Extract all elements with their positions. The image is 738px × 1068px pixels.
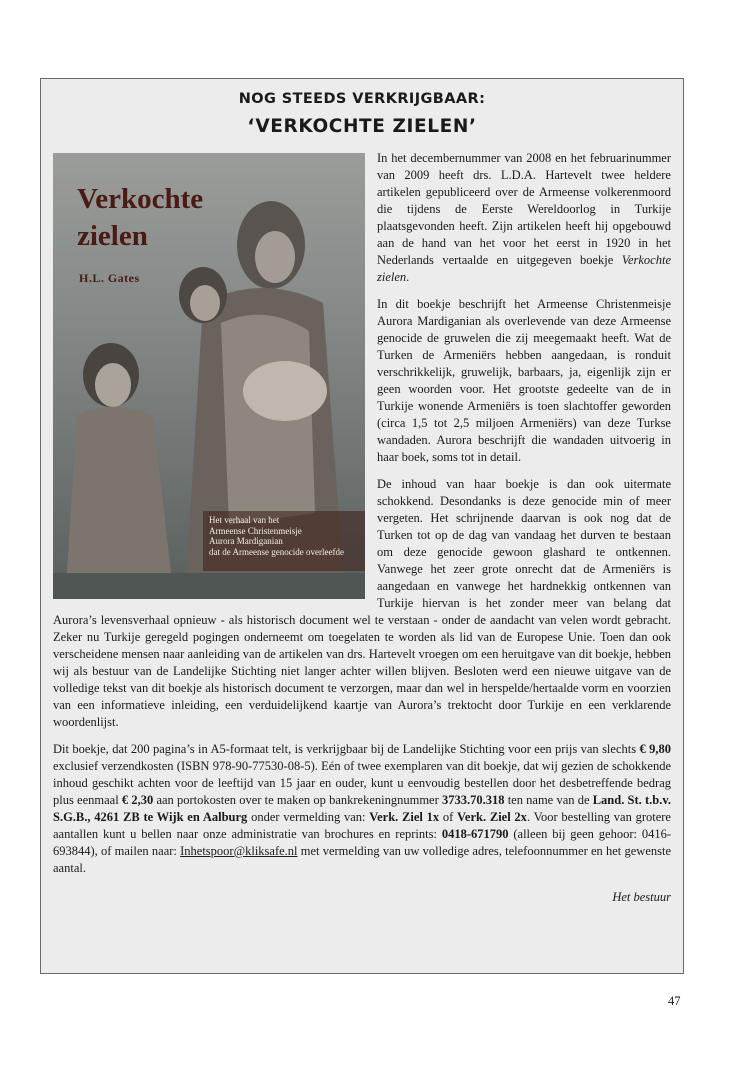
page-number: 47: [668, 994, 681, 1008]
paragraph-2: In dit boekje beschrijft het Armeense Christenmeisje Aurora Mardiganian als overlevende van deze Armeense genocide de gruwelen die zij meegemaakt heeft. Wat de Turken de Armeniërs hebben aangedaan, is ronduit verschrikkelijk, gruwelijk, barbaars, ja, eigenlijk zijn er geen woorden voor. Het grootste gedeelte van de in Turkije wonende Armeniërs is toen slachtoffer geworden (circa 1,5 tot 2,5 miljoen Armeniërs) van deze Turkse wandaden. Aurora beschrijft die wandaden uitvoerig in haar boek, soms tot in detail.: [377, 297, 671, 464]
book-title-italic: Verkochte zielen: [377, 253, 671, 284]
p4-text: Dit boekje, dat 200 pagina’s in A5-formaat telt, is verkrijgbaar bij de Landelijke Stichting voor een prijs van slechts: [53, 742, 640, 756]
signature: Het bestuur: [612, 890, 671, 904]
announcement-box: [40, 78, 684, 974]
p4-text: aan portokosten over te maken op bankrekeningnummer: [153, 793, 442, 807]
article-title: ‘VERKOCHTE ZIELEN’: [247, 116, 477, 137]
p4-text: (alleen bij geen gehoor: 0416-693844), of mailen naar:: [53, 827, 671, 858]
reference-2: Verk. Ziel 2x: [457, 810, 527, 824]
cover-face-woman: [255, 231, 295, 283]
paragraph-1-end: .: [406, 270, 410, 284]
cover-subtitle-line: Aurora Mardiganian: [209, 536, 283, 546]
cover-subtitle-line: Het verhaal van het: [209, 515, 280, 525]
p4-text: onder vermelding van:: [247, 810, 370, 824]
p4-text: . Voor bestelling van grotere aantallen kunt u bellen naar onze administratie van brochures en reprints:: [53, 810, 671, 841]
kicker-heading: NOG STEEDS VERKRIJGBAAR:: [238, 91, 486, 107]
p4-text: ten name van de: [504, 793, 593, 807]
paragraph-4: [53, 741, 671, 877]
payee-name: Land. St. t.b.v. S.G.B., 4261 ZB te Wijk en Aalburg: [53, 793, 672, 824]
cover-girl-dress: [67, 407, 171, 573]
cover-girl-face: [95, 363, 131, 407]
paragraph-1-text: In het decembernummer van 2008 en het februarinummer van 2009 heeft drs. L.D.A. Hartevelt twee heldere artikelen gepubliceerd over de Armeense volkerenmoord die tijdens de Eerste Wereldoorlog in Turkije plaatsgevonden heeft. Zijn artikelen heeft hij opgebouwd aan de hand van het voor het eerst in 1920 in het Nederlands vertaalde en uitgegeven boekje: [377, 151, 671, 267]
email-link[interactable]: Inhetspoor@kliksafe.nl: [180, 844, 298, 858]
cover-subtitle-line: Armeense Christenmeisje: [209, 525, 302, 536]
cover-apron: [221, 315, 315, 525]
postage-value: € 2,30: [121, 793, 154, 807]
paragraph-3: De inhoud van haar boekje is dan ook uitermate schokkend. Desondanks is deze genocide min of meer vergeten. Het schrijnende daarvan is ook nog dat de Turken tot op de dag van vandaag het durven te bestaan om deze genocide gewoon glashard te ontkennen. Vanwege het zeer grote onrecht dat de Armeniërs is aangedaan en vanwege het hardnekkig ontkennen van Turkije hiervan is het zonder meer van belang dat Aurora’s levensverhaal opnieuw - als historisch document wel te verstaan - onder de aandacht van velen wordt gebracht. Zeker nu Turkije geregeld pogingen onderneemt om toegelaten te worden als lid van de Europese Unie. Toen dan ook verscheidene mensen naar aanleiding van de artikelen van drs. Hartevelt vroegen om een heruitgave van dit boekje, hebben wij als bestuur van de Landelijke Stichting niet langer achter willen blijven. Besloten werd een nieuwe uitgave van de volledige tekst van dit boekje als historisch document te verzorgen, maar dan wel in herspelde/hertaalde vorm en voorzien van een informatieve inleiding, een verduidelijkend kaartje van Aurora’s trektocht door Turkije en een verklarende woordenlijst.: [53, 477, 671, 729]
cover-subtitle-line: dat de Armeense genocide overleefde: [209, 546, 344, 557]
p4-text: of: [439, 810, 458, 824]
cover-title: Verkochte zielen: [77, 183, 204, 252]
cover-ground: [53, 573, 365, 599]
cover-author: H.L. Gates: [79, 271, 140, 285]
p4-text: exclusief verzendkosten (ISBN 978-90-77530-08-5). Eén of twee exemplaren van dit boekje, dat wij gezien de schokkende inhoud geschikt achten voor de leeftijd van 15 jaar en ouder, kunt u eenvoudig bestellen door het desbetreffende bedrag plus eenmaal: [53, 759, 671, 807]
phone-number: 0418-671790: [441, 827, 509, 841]
cover-child-back-face: [190, 285, 220, 321]
price-value: € 9,80: [639, 742, 671, 756]
reference-1: Verk. Ziel 1x: [369, 810, 440, 824]
book-cover-image: [53, 153, 365, 599]
cover-baby: [243, 361, 327, 421]
p4-text: met vermelding van uw volledige adres, telefoonnummer en het gewenste aantal.: [53, 844, 672, 875]
bank-account-number: 3733.70.318: [441, 793, 505, 807]
cover-subtitle: [209, 515, 365, 557]
